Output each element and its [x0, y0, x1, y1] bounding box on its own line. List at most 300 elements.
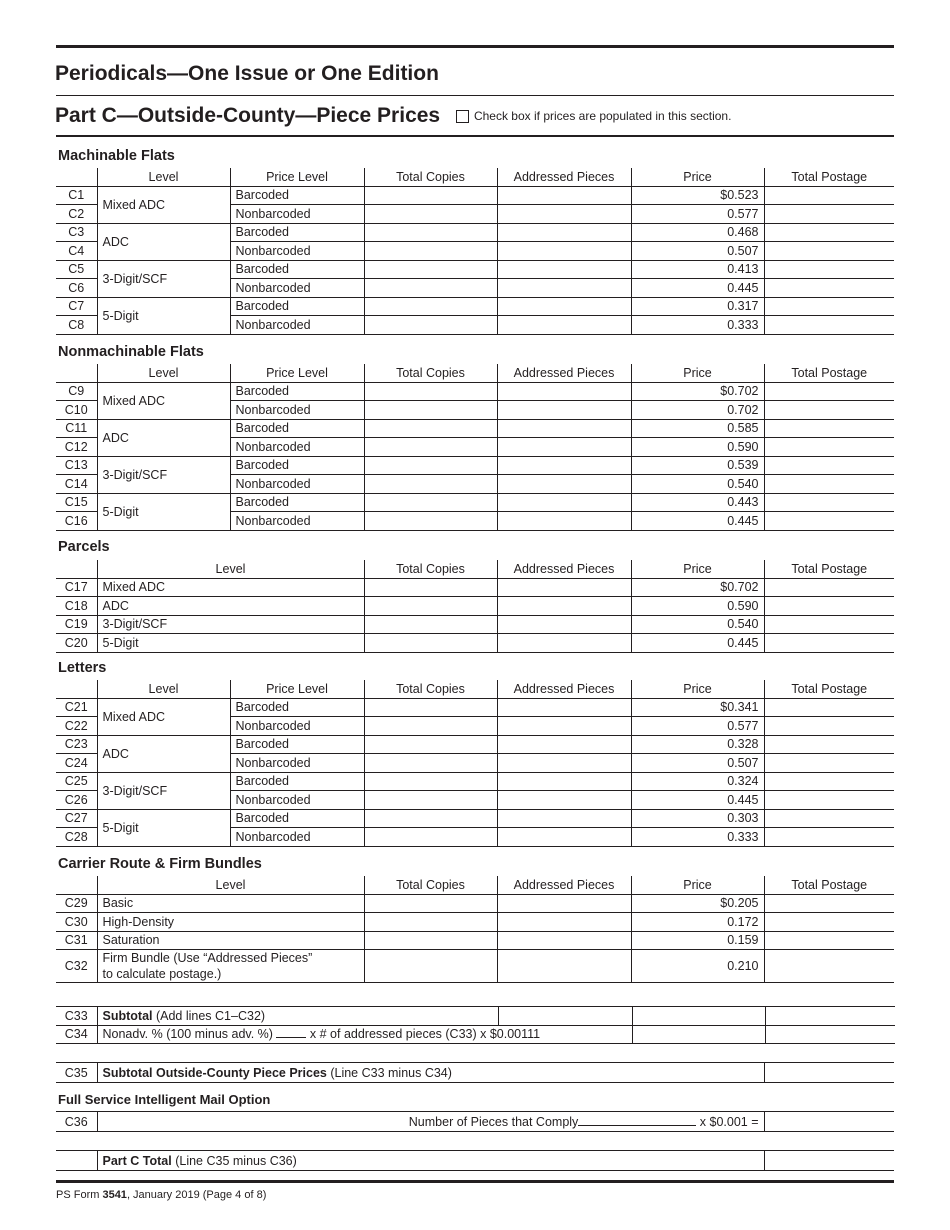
- line-number: C32: [56, 950, 97, 983]
- table-row: [56, 493, 894, 512]
- header-blank-cell: [56, 876, 97, 894]
- column-header-total-copies: Total Copies: [364, 876, 497, 894]
- top-rule: [56, 45, 894, 48]
- line-number: C10: [56, 401, 97, 420]
- c35-total-postage-input[interactable]: [764, 1063, 894, 1083]
- subtotal-table: [56, 1006, 895, 1044]
- total-copies-input[interactable]: [364, 698, 497, 717]
- price-level-cell: Barcoded: [230, 809, 364, 828]
- line-number: C11: [56, 419, 97, 438]
- column-header-total-postage: Total Postage: [764, 876, 894, 894]
- total-copies-input[interactable]: [364, 475, 497, 494]
- column-header-price: Price: [631, 560, 764, 578]
- level-cell: 5-Digit: [97, 634, 364, 653]
- price-level-cell: Barcoded: [230, 772, 364, 791]
- table-row: [56, 735, 894, 754]
- letters-table: [56, 680, 894, 847]
- line-number: C14: [56, 475, 97, 494]
- column-header-price-level: Price Level: [230, 680, 364, 698]
- price-level-cell: Barcoded: [230, 456, 364, 475]
- price-level-cell: Nonbarcoded: [230, 475, 364, 494]
- addressed-pieces-input[interactable]: [497, 754, 631, 773]
- addressed-pieces-input[interactable]: [497, 950, 631, 983]
- prices-populated-option[interactable]: [456, 109, 731, 123]
- total-postage-input[interactable]: [764, 456, 894, 475]
- price-level-cell: Nonbarcoded: [230, 791, 364, 810]
- table-row: [56, 1151, 894, 1171]
- part-c-total-input[interactable]: [764, 1151, 894, 1171]
- table-row: [56, 1007, 895, 1026]
- column-header-addressed-pieces: Addressed Pieces: [497, 364, 631, 382]
- total-postage-input[interactable]: [764, 615, 894, 634]
- nonmachinable-flats-table: [56, 364, 894, 531]
- total-postage-input[interactable]: [764, 186, 894, 205]
- nonadv-label: Nonadv. % (100 minus adv. %) x # of addressed pieces (C33) x $0.00111: [97, 1025, 632, 1044]
- table-row: [56, 772, 894, 791]
- line-number: C34: [56, 1025, 97, 1044]
- column-header-addressed-pieces: Addressed Pieces: [497, 560, 631, 578]
- level-cell: ADC: [97, 735, 230, 772]
- column-header-addressed-pieces: Addressed Pieces: [497, 680, 631, 698]
- total-postage-input[interactable]: [764, 223, 894, 242]
- total-postage-input[interactable]: [764, 597, 894, 616]
- total-postage-input[interactable]: [764, 717, 894, 736]
- header-blank-cell: [56, 168, 97, 186]
- level-cell: Basic: [97, 894, 364, 913]
- parcels-title: Parcels: [58, 539, 110, 555]
- letters-title: Letters: [58, 660, 107, 676]
- column-header-total-copies: Total Copies: [364, 560, 497, 578]
- total-copies-input[interactable]: [364, 828, 497, 847]
- total-copies-input[interactable]: [364, 316, 497, 335]
- column-header-price: Price: [631, 168, 764, 186]
- line-number: C1: [56, 186, 97, 205]
- price-cell: 0.303: [631, 809, 764, 828]
- line-number: C24: [56, 754, 97, 773]
- addressed-pieces-input[interactable]: [497, 419, 631, 438]
- total-copies-input[interactable]: [364, 456, 497, 475]
- addressed-pieces-input[interactable]: [497, 242, 631, 261]
- table-row: [56, 578, 894, 597]
- level-cell: Mixed ADC: [97, 578, 364, 597]
- c35-label: Subtotal Outside-County Piece Prices (Line C33 minus C34): [97, 1063, 764, 1083]
- total-copies-input[interactable]: [364, 260, 497, 279]
- total-postage-input[interactable]: [764, 297, 894, 316]
- total-copies-input[interactable]: [364, 493, 497, 512]
- table-header-row: [56, 876, 894, 894]
- part-c-title: Part C—Outside-County—Piece Prices: [55, 104, 441, 127]
- price-cell: $0.341: [631, 698, 764, 717]
- total-postage-input[interactable]: [764, 950, 894, 983]
- line-number: C28: [56, 828, 97, 847]
- level-cell: ADC: [97, 223, 230, 260]
- line-number: C30: [56, 913, 97, 932]
- total-postage-input[interactable]: [764, 913, 894, 932]
- total-postage-input[interactable]: [764, 260, 894, 279]
- line-number: C26: [56, 791, 97, 810]
- line-number: C8: [56, 316, 97, 335]
- heading-rule: [56, 95, 894, 96]
- addressed-pieces-input[interactable]: [497, 512, 631, 531]
- total-copies-input[interactable]: [364, 950, 497, 983]
- column-header-level: Level: [97, 560, 364, 578]
- level-cell: 5-Digit: [97, 809, 230, 846]
- column-header-level: Level: [97, 168, 230, 186]
- column-header-price: Price: [631, 364, 764, 382]
- part-c-total-table: [56, 1150, 894, 1171]
- table-row: [56, 698, 894, 717]
- column-header-addressed-pieces: Addressed Pieces: [497, 876, 631, 894]
- c33-total-postage-input[interactable]: [765, 1007, 895, 1026]
- addressed-pieces-input[interactable]: [497, 615, 631, 634]
- addressed-pieces-input[interactable]: [497, 401, 631, 420]
- addressed-pieces-input[interactable]: [497, 894, 631, 913]
- c33-blank-cell: [632, 1007, 765, 1026]
- total-copies-input[interactable]: [364, 205, 497, 224]
- line-number: C25: [56, 772, 97, 791]
- line-number: C17: [56, 578, 97, 597]
- price-level-cell: Nonbarcoded: [230, 242, 364, 261]
- total-postage-input[interactable]: [764, 419, 894, 438]
- price-cell: 0.507: [631, 754, 764, 773]
- column-header-total-copies: Total Copies: [364, 364, 497, 382]
- price-cell: 0.445: [631, 634, 764, 653]
- total-copies-input[interactable]: [364, 931, 497, 950]
- price-level-cell: Nonbarcoded: [230, 438, 364, 457]
- price-level-cell: Barcoded: [230, 223, 364, 242]
- addressed-pieces-input[interactable]: [497, 316, 631, 335]
- addressed-pieces-input[interactable]: [497, 382, 631, 401]
- total-copies-input[interactable]: [364, 634, 497, 653]
- part-c-rule: [56, 135, 894, 137]
- total-copies-input[interactable]: [364, 297, 497, 316]
- addressed-pieces-input[interactable]: [497, 828, 631, 847]
- price-cell: 0.445: [631, 512, 764, 531]
- full-service-label: Number of Pieces that Comply x $0.001 =: [97, 1112, 764, 1132]
- line-number: C13: [56, 456, 97, 475]
- column-header-level: Level: [97, 680, 230, 698]
- total-postage-input[interactable]: [764, 205, 894, 224]
- nonadv-percent-input[interactable]: [276, 1037, 306, 1038]
- total-postage-input[interactable]: [764, 791, 894, 810]
- total-postage-input[interactable]: [764, 279, 894, 298]
- line-number: C18: [56, 597, 97, 616]
- table-row: [56, 1063, 894, 1083]
- full-service-title: Full Service Intelligent Mail Option: [58, 1092, 271, 1107]
- line-number: C27: [56, 809, 97, 828]
- table-row: [56, 913, 894, 932]
- price-level-cell: Nonbarcoded: [230, 512, 364, 531]
- addressed-pieces-input[interactable]: [497, 297, 631, 316]
- table-row: [56, 456, 894, 475]
- table-row: [56, 1025, 895, 1044]
- line-number: [56, 1151, 97, 1171]
- column-header-price-level: Price Level: [230, 364, 364, 382]
- c36-total-postage-input[interactable]: [764, 1112, 894, 1132]
- c33-addressed-pieces-input[interactable]: [498, 1007, 632, 1026]
- addressed-pieces-input[interactable]: [497, 223, 631, 242]
- price-cell: 0.172: [631, 913, 764, 932]
- machinable-flats-table: [56, 168, 894, 335]
- c34-total-postage-input[interactable]: [765, 1025, 895, 1044]
- level-cell: 3-Digit/SCF: [97, 260, 230, 297]
- price-cell: 0.445: [631, 791, 764, 810]
- checkbox-label: Check box if prices are populated in this section.: [473, 109, 732, 124]
- addressed-pieces-input[interactable]: [497, 913, 631, 932]
- total-copies-input[interactable]: [364, 597, 497, 616]
- table-header-row: [56, 560, 894, 578]
- table-row: [56, 419, 894, 438]
- table-row: [56, 186, 894, 205]
- table-header-row: [56, 364, 894, 382]
- parcels-table: [56, 560, 894, 653]
- level-cell: 3-Digit/SCF: [97, 772, 230, 809]
- total-copies-input[interactable]: [364, 717, 497, 736]
- addressed-pieces-input[interactable]: [497, 809, 631, 828]
- line-number: C19: [56, 615, 97, 634]
- total-postage-input[interactable]: [764, 809, 894, 828]
- line-number: C12: [56, 438, 97, 457]
- line-number: C5: [56, 260, 97, 279]
- level-cell: 5-Digit: [97, 493, 230, 530]
- line-number: C21: [56, 698, 97, 717]
- level-cell: 3-Digit/SCF: [97, 456, 230, 493]
- total-copies-input[interactable]: [364, 419, 497, 438]
- line-number: C15: [56, 493, 97, 512]
- price-cell: 0.333: [631, 828, 764, 847]
- column-header-total-postage: Total Postage: [764, 364, 894, 382]
- line-number: C36: [56, 1112, 97, 1132]
- total-postage-input[interactable]: [764, 493, 894, 512]
- total-postage-input[interactable]: [764, 316, 894, 335]
- addressed-pieces-input[interactable]: [497, 438, 631, 457]
- total-postage-input[interactable]: [764, 698, 894, 717]
- level-cell: Mixed ADC: [97, 698, 230, 735]
- total-postage-input[interactable]: [764, 578, 894, 597]
- price-cell: $0.523: [631, 186, 764, 205]
- subtotal-label: Subtotal (Add lines C1–C32): [97, 1007, 498, 1026]
- total-postage-input[interactable]: [764, 401, 894, 420]
- form-footer: PS Form 3541, January 2019 (Page 4 of 8): [56, 1189, 267, 1201]
- table-row: [56, 382, 894, 401]
- addressed-pieces-input[interactable]: [497, 260, 631, 279]
- addressed-pieces-input[interactable]: [497, 475, 631, 494]
- line-number: C6: [56, 279, 97, 298]
- total-postage-input[interactable]: [764, 735, 894, 754]
- total-postage-input[interactable]: [764, 634, 894, 653]
- price-cell: 0.577: [631, 717, 764, 736]
- total-copies-input[interactable]: [364, 894, 497, 913]
- price-level-cell: Nonbarcoded: [230, 754, 364, 773]
- price-cell: 0.159: [631, 931, 764, 950]
- total-postage-input[interactable]: [764, 931, 894, 950]
- total-copies-input[interactable]: [364, 401, 497, 420]
- addressed-pieces-input[interactable]: [497, 717, 631, 736]
- total-copies-input[interactable]: [364, 809, 497, 828]
- line-number: C35: [56, 1063, 97, 1083]
- table-header-row: [56, 168, 894, 186]
- price-cell: 0.445: [631, 279, 764, 298]
- table-row: [56, 894, 894, 913]
- price-level-cell: Barcoded: [230, 382, 364, 401]
- total-postage-input[interactable]: [764, 512, 894, 531]
- addressed-pieces-input[interactable]: [497, 735, 631, 754]
- line-number: C2: [56, 205, 97, 224]
- column-header-price-level: Price Level: [230, 168, 364, 186]
- price-cell: 0.317: [631, 297, 764, 316]
- total-copies-input[interactable]: [364, 512, 497, 531]
- part-c-heading: [55, 104, 731, 128]
- addressed-pieces-input[interactable]: [497, 597, 631, 616]
- total-postage-input[interactable]: [764, 772, 894, 791]
- addressed-pieces-input[interactable]: [497, 493, 631, 512]
- column-header-total-postage: Total Postage: [764, 680, 894, 698]
- level-line-2: to calculate postage.): [102, 967, 222, 981]
- line-number: C29: [56, 894, 97, 913]
- price-cell: 0.324: [631, 772, 764, 791]
- total-copies-input[interactable]: [364, 578, 497, 597]
- price-level-cell: Barcoded: [230, 735, 364, 754]
- table-header-row: [56, 680, 894, 698]
- total-copies-input[interactable]: [364, 279, 497, 298]
- level-line-1: Firm Bundle (Use “Addressed Pieces”: [102, 951, 313, 965]
- header-blank-cell: [56, 560, 97, 578]
- header-blank-cell: [56, 364, 97, 382]
- total-copies-input[interactable]: [364, 223, 497, 242]
- form-heading: Periodicals—One Issue or One Edition: [55, 62, 439, 85]
- price-level-cell: Nonbarcoded: [230, 316, 364, 335]
- column-header-level: Level: [97, 364, 230, 382]
- level-cell: Mixed ADC: [97, 186, 230, 223]
- full-service-table: [56, 1111, 894, 1132]
- price-cell: 0.328: [631, 735, 764, 754]
- price-cell: 0.468: [631, 223, 764, 242]
- addressed-pieces-input[interactable]: [497, 205, 631, 224]
- line-number: C7: [56, 297, 97, 316]
- price-cell: $0.702: [631, 382, 764, 401]
- total-postage-input[interactable]: [764, 438, 894, 457]
- column-header-level: Level: [97, 876, 364, 894]
- table-row: [56, 297, 894, 316]
- line-number: C9: [56, 382, 97, 401]
- table-row: [56, 634, 894, 653]
- price-level-cell: Nonbarcoded: [230, 401, 364, 420]
- addressed-pieces-input[interactable]: [497, 772, 631, 791]
- addressed-pieces-input[interactable]: [497, 634, 631, 653]
- column-header-total-postage: Total Postage: [764, 168, 894, 186]
- total-postage-input[interactable]: [764, 475, 894, 494]
- line-number: C3: [56, 223, 97, 242]
- price-cell: 0.585: [631, 419, 764, 438]
- c34-blank-cell: [632, 1025, 765, 1044]
- addressed-pieces-input[interactable]: [497, 456, 631, 475]
- table-row: [56, 950, 894, 983]
- price-level-cell: Nonbarcoded: [230, 828, 364, 847]
- table-row: [56, 1112, 894, 1132]
- nonmachinable-flats-title: Nonmachinable Flats: [58, 344, 204, 360]
- prices-populated-checkbox[interactable]: [456, 110, 469, 123]
- table-row: [56, 597, 894, 616]
- price-level-cell: Barcoded: [230, 260, 364, 279]
- level-cell: 3-Digit/SCF: [97, 615, 364, 634]
- line-number: C31: [56, 931, 97, 950]
- addressed-pieces-input[interactable]: [497, 931, 631, 950]
- total-copies-input[interactable]: [364, 735, 497, 754]
- total-copies-input[interactable]: [364, 913, 497, 932]
- total-copies-input[interactable]: [364, 242, 497, 261]
- price-level-cell: Barcoded: [230, 493, 364, 512]
- c35-table: [56, 1062, 894, 1083]
- level-cell: Saturation: [97, 931, 364, 950]
- column-header-price: Price: [631, 680, 764, 698]
- level-cell: Mixed ADC: [97, 382, 230, 419]
- complying-pieces-input[interactable]: [578, 1125, 696, 1126]
- total-copies-input[interactable]: [364, 438, 497, 457]
- price-cell: 0.590: [631, 438, 764, 457]
- price-level-cell: Nonbarcoded: [230, 717, 364, 736]
- price-level-cell: Nonbarcoded: [230, 205, 364, 224]
- total-copies-input[interactable]: [364, 791, 497, 810]
- price-cell: 0.540: [631, 475, 764, 494]
- total-copies-input[interactable]: [364, 186, 497, 205]
- table-row: [56, 615, 894, 634]
- price-cell: 0.333: [631, 316, 764, 335]
- column-header-price: Price: [631, 876, 764, 894]
- column-header-total-postage: Total Postage: [764, 560, 894, 578]
- total-copies-input[interactable]: [364, 382, 497, 401]
- column-header-total-copies: Total Copies: [364, 680, 497, 698]
- total-postage-input[interactable]: [764, 894, 894, 913]
- line-number: C22: [56, 717, 97, 736]
- header-blank-cell: [56, 680, 97, 698]
- total-postage-input[interactable]: [764, 382, 894, 401]
- table-row: [56, 931, 894, 950]
- total-postage-input[interactable]: [764, 828, 894, 847]
- machinable-flats-title: Machinable Flats: [58, 148, 175, 164]
- total-copies-input[interactable]: [364, 754, 497, 773]
- price-cell: 0.702: [631, 401, 764, 420]
- total-postage-input[interactable]: [764, 242, 894, 261]
- price-cell: 0.443: [631, 493, 764, 512]
- price-level-cell: Barcoded: [230, 186, 364, 205]
- level-cell: 5-Digit: [97, 297, 230, 334]
- price-cell: $0.205: [631, 894, 764, 913]
- line-number: C16: [56, 512, 97, 531]
- addressed-pieces-input[interactable]: [497, 279, 631, 298]
- price-cell: 0.539: [631, 456, 764, 475]
- addressed-pieces-input[interactable]: [497, 698, 631, 717]
- price-cell: 0.540: [631, 615, 764, 634]
- table-row: [56, 260, 894, 279]
- line-number: C33: [56, 1007, 97, 1026]
- addressed-pieces-input[interactable]: [497, 791, 631, 810]
- total-copies-input[interactable]: [364, 615, 497, 634]
- price-level-cell: Nonbarcoded: [230, 279, 364, 298]
- level-cell: [97, 950, 364, 983]
- total-copies-input[interactable]: [364, 772, 497, 791]
- total-postage-input[interactable]: [764, 754, 894, 773]
- line-number: C23: [56, 735, 97, 754]
- table-row: [56, 223, 894, 242]
- price-level-cell: Barcoded: [230, 297, 364, 316]
- addressed-pieces-input[interactable]: [497, 186, 631, 205]
- addressed-pieces-input[interactable]: [497, 578, 631, 597]
- line-number: C20: [56, 634, 97, 653]
- level-cell: ADC: [97, 419, 230, 456]
- table-row: [56, 809, 894, 828]
- price-level-cell: Barcoded: [230, 419, 364, 438]
- price-cell: 0.507: [631, 242, 764, 261]
